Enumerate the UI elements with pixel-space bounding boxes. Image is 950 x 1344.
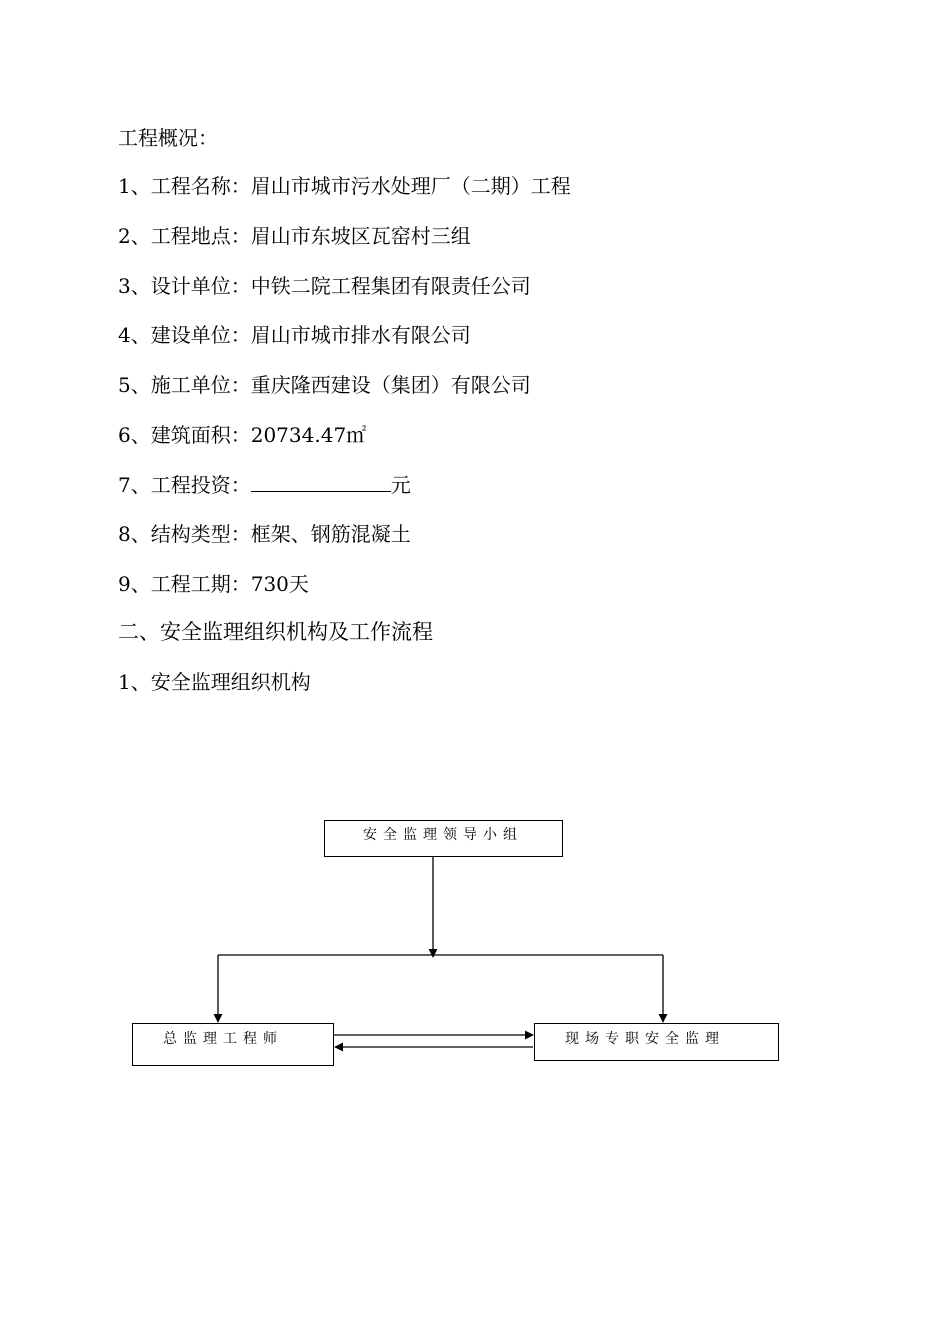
item-label: 3、设计单位： [118, 274, 251, 298]
section2-subheading: 1、安全监理组织机构 [118, 670, 311, 694]
item-label: 6、建筑面积： [118, 423, 251, 447]
item-value: 眉山市东坡区瓦窑村三组 [250, 224, 471, 248]
item-value: 眉山市城市污水处理厂（二期）工程 [250, 174, 571, 198]
item-label: 7、工程投资： [118, 473, 251, 497]
item-value: 730天 [250, 572, 309, 596]
item-value: 框架、钢筋混凝土 [250, 522, 411, 546]
item-value: 眉山市城市排水有限公司 [250, 323, 471, 347]
overview-heading: 工程概况： [118, 126, 218, 150]
item-value: 中铁二院工程集团有限责任公司 [250, 274, 531, 298]
item-label: 5、施工单位： [118, 373, 251, 397]
item-label: 8、结构类型： [118, 522, 251, 546]
item-value: 20734.47㎡ [250, 423, 367, 447]
section2-heading: 二、安全监理组织机构及工作流程 [118, 620, 433, 644]
item-value: 元 [390, 473, 411, 497]
item-label: 2、工程地点： [118, 224, 251, 248]
org-box-onsite-safety-supervisor: 现场专职安全监理 [534, 1023, 779, 1061]
item-label: 9、工程工期： [118, 572, 251, 596]
org-box-chief-supervisor: 总监理工程师 [132, 1023, 334, 1066]
item-value: 重庆隆西建设（集团）有限公司 [250, 373, 531, 397]
org-box-leadership-group: 安全监理领导小组 [324, 820, 563, 857]
item-label: 4、建设单位： [118, 323, 251, 347]
item-label: 1、工程名称： [118, 174, 251, 198]
